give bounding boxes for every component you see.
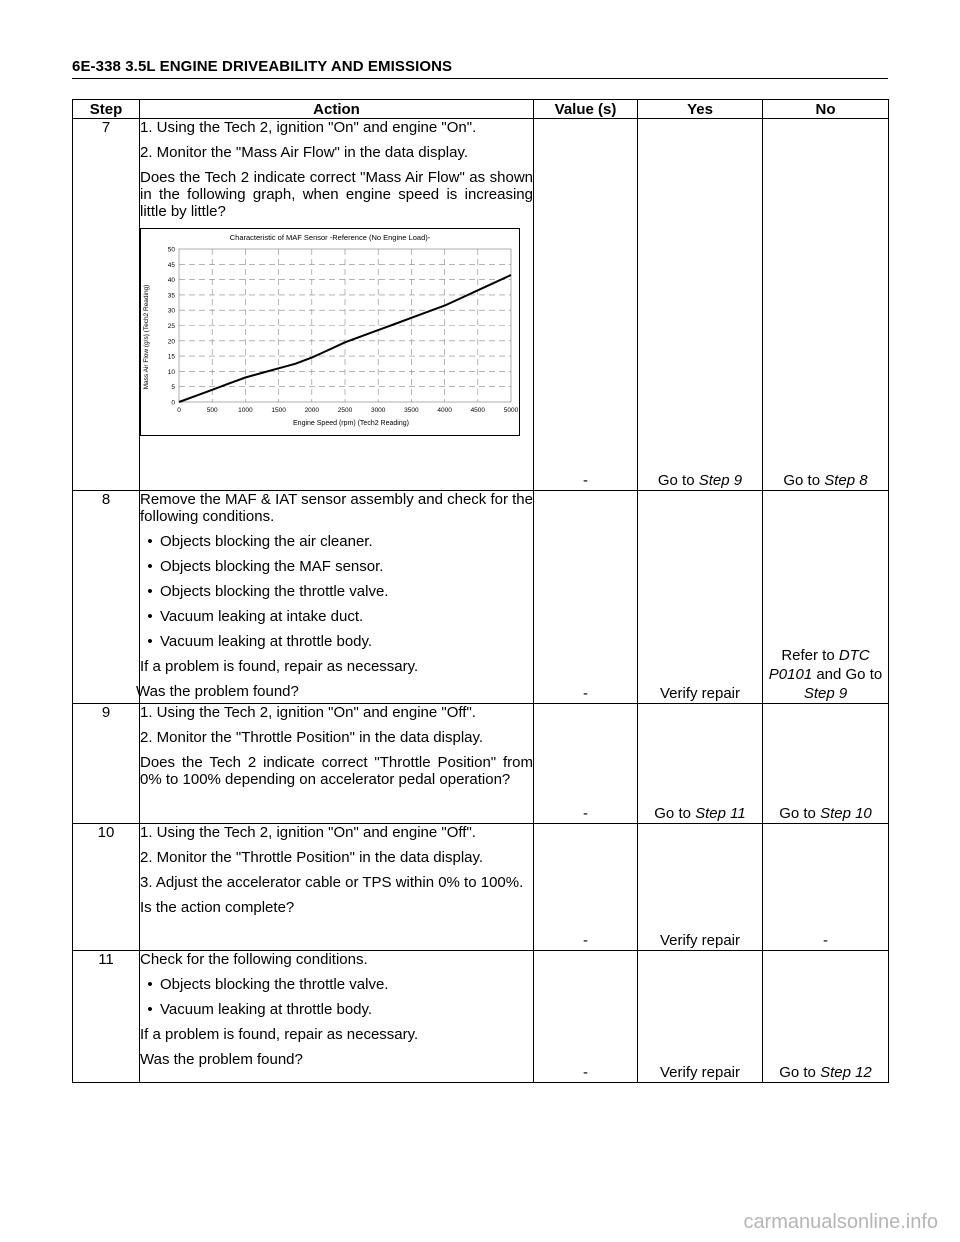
action-cell (140, 704, 534, 824)
x-tick-label: 0 (177, 407, 181, 414)
y-tick-label: 35 (167, 292, 175, 300)
table-row (73, 704, 889, 824)
action-question: Was the problem found? (136, 683, 299, 700)
no-text: Go to (783, 472, 825, 489)
action-line: If a problem is found, repair as necessary. (140, 658, 419, 675)
chart-grid (179, 249, 511, 402)
no-cell: - (763, 824, 889, 951)
action-question: Does the Tech 2 indicate correct "Mass Air Flow" as shown in the following graph, when engine speed is increasing little by little? (140, 169, 533, 220)
yes-cell: Verify repair (638, 491, 763, 704)
no-text: Go to (779, 1064, 821, 1081)
x-tick-label: 2000 (304, 407, 320, 414)
bullet-item: • Objects blocking the throttle valve. (140, 583, 533, 600)
watermark: carmanualsonline.info (743, 1211, 938, 1233)
no-text: Refer to (781, 647, 839, 664)
action-line: 2. Monitor the "Throttle Position" in the data display. (140, 849, 484, 866)
no-cell (763, 119, 889, 491)
chart-xlabel: Engine Speed (rpm) (Tech2 Reading) (293, 420, 409, 427)
col-header-step: Step (73, 100, 140, 119)
bullet-icon: • (147, 608, 153, 625)
x-tick-label: 1000 (238, 407, 253, 414)
action-cell (140, 951, 534, 1083)
bullet-icon: • (147, 583, 153, 600)
y-tick-label: 5 (171, 384, 175, 392)
y-tick-label: 45 (167, 261, 175, 269)
chart-ylabel: Mass Air Flow (g/s) (Tech2 Reading) (143, 284, 150, 390)
x-tick-label: 1500 (271, 407, 286, 414)
x-tick-label: 4000 (437, 407, 452, 414)
value-cell: - (534, 491, 638, 704)
no-cell (763, 951, 889, 1083)
x-tick-label: 3000 (370, 407, 386, 414)
value-cell: - (534, 704, 638, 824)
chart-ylabel-group (143, 285, 150, 390)
no-step-link[interactable]: Step 8 (824, 472, 868, 489)
x-tick-label: 4500 (470, 407, 486, 414)
step-number: 10 (73, 824, 140, 951)
yes-cell: Verify repair (638, 824, 763, 951)
table-row (73, 951, 889, 1083)
table-row (73, 824, 889, 951)
no-cell (763, 491, 889, 704)
bullet-icon: • (147, 633, 153, 650)
chart-ticks (168, 247, 519, 415)
action-line: 2. Monitor the "Throttle Position" in the data display. (140, 729, 484, 746)
yes-step-link[interactable]: Step 11 (695, 805, 746, 822)
page-header: 6E-338 3.5L ENGINE DRIVEABILITY AND EMISSIONS (72, 58, 888, 79)
table-row (73, 491, 889, 704)
yes-cell (638, 119, 763, 491)
col-header-no: No (763, 100, 889, 119)
y-tick-label: 25 (167, 323, 175, 330)
action-cell (140, 824, 534, 951)
action-line: 1. Using the Tech 2, ignition "On" and engine "Off". (140, 704, 476, 721)
action-cell (136, 491, 534, 704)
y-tick-label: 15 (167, 353, 175, 361)
y-tick-label: 20 (167, 338, 175, 346)
x-tick-label: 2500 (337, 407, 353, 414)
no-text: Go to (779, 805, 821, 822)
bullet-icon: • (147, 976, 153, 993)
col-header-yes: Yes (638, 100, 763, 119)
yes-cell: Verify repair (638, 951, 763, 1083)
procedure-table (72, 99, 889, 1083)
action-line: Remove the MAF & IAT sensor assembly and check for the following conditions. (140, 491, 533, 525)
yes-text: Go to (657, 472, 699, 489)
x-tick-label: 5000 (503, 407, 519, 414)
bullet-item: • Vacuum leaking at throttle body. (140, 1001, 533, 1018)
no-cell (763, 704, 889, 824)
action-question: Was the problem found? (140, 1051, 303, 1068)
y-tick-label: 0 (171, 399, 175, 407)
no-step-link[interactable]: Step 12 (820, 1064, 872, 1081)
bullet-icon: • (147, 1001, 153, 1018)
y-tick-label: 30 (167, 307, 175, 315)
bullet-item: • Vacuum leaking at intake duct. (140, 608, 533, 625)
y-tick-label: 40 (167, 277, 175, 285)
action-question: Does the Tech 2 indicate correct "Throttle Position" from 0% to 100% depending on accelerator pedal operation? (140, 754, 533, 788)
no-step-link[interactable]: Step 9 (803, 685, 848, 702)
action-line: 1. Using the Tech 2, ignition "On" and engine "On". (140, 119, 477, 136)
table-header-row (73, 100, 889, 119)
action-line: 2. Monitor the "Mass Air Flow" in the data display. (140, 144, 469, 161)
bullet-icon: • (147, 533, 153, 550)
value-cell: - (534, 951, 638, 1083)
x-tick-label: 500 (206, 407, 218, 414)
step-number: 8 (73, 491, 140, 704)
bullet-item: • Objects blocking the throttle valve. (140, 976, 533, 993)
no-text: and Go to (812, 666, 883, 683)
yes-cell (638, 704, 763, 824)
maf-chart-svg (141, 229, 519, 435)
bullet-item: • Vacuum leaking at throttle body. (140, 633, 533, 650)
chart-title: Characteristic of MAF Sensor -Reference (No Engine Load)- (229, 233, 431, 242)
value-cell: - (534, 824, 638, 951)
step-number: 7 (73, 119, 140, 491)
action-cell (140, 119, 534, 491)
yes-step-link[interactable]: Step 9 (698, 472, 743, 489)
col-header-value: Value (s) (534, 100, 638, 119)
y-tick-label: 50 (167, 246, 175, 254)
step-number: 9 (73, 704, 140, 824)
action-line: Check for the following conditions. (140, 951, 368, 968)
step-number: 11 (73, 951, 140, 1083)
y-tick-label: 10 (167, 368, 175, 376)
x-tick-label: 3500 (404, 407, 419, 414)
yes-text: Go to (654, 805, 696, 822)
bullet-item: • Objects blocking the MAF sensor. (140, 558, 533, 575)
value-cell: - (534, 119, 638, 491)
col-header-action: Action (140, 100, 534, 119)
action-line: If a problem is found, repair as necessary. (140, 1026, 419, 1043)
bullet-item: • Objects blocking the air cleaner. (140, 533, 533, 550)
no-dtc-link[interactable]: DTC P0101 (768, 647, 870, 683)
bullet-icon: • (147, 558, 153, 575)
no-step-link[interactable]: Step 10 (820, 805, 872, 822)
action-line: 3. Adjust the accelerator cable or TPS within 0% to 100%. (140, 874, 524, 891)
table-row (73, 119, 889, 491)
action-line: 1. Using the Tech 2, ignition "On" and engine "Off". (140, 824, 476, 841)
action-question: Is the action complete? (140, 899, 295, 916)
maf-chart (140, 228, 520, 436)
